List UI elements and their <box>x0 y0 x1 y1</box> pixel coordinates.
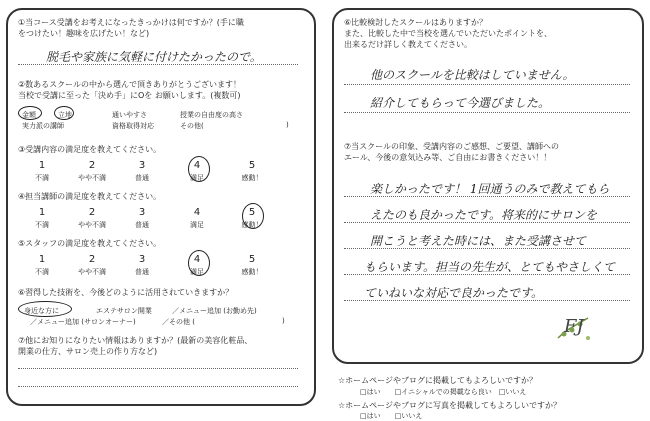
answer-line <box>344 300 630 301</box>
answer-line <box>344 112 630 113</box>
usage-option-other-close: ) <box>282 317 285 325</box>
scale-label: 満足 <box>190 174 204 182</box>
scale-num: 2 <box>88 207 96 218</box>
check-circle <box>18 301 72 317</box>
q6-handwritten-answer-2: 紹介してもらって今選びました。 <box>370 96 551 110</box>
q7-handwritten-line-3: 開こうと考えた時には、また受講させて <box>370 234 587 248</box>
logo-text: FJ <box>564 316 584 337</box>
option-access: 通いやすさ <box>112 111 147 119</box>
option-other-close: ) <box>286 121 289 129</box>
scale-label: 感動！ <box>241 221 263 229</box>
q6-right-line3: 出来るだけ詳しく教えてください。 <box>344 40 472 49</box>
q7-handwritten-line-5: ていねいな対応で良かったです。 <box>364 286 544 300</box>
scale-label: やや不満 <box>78 221 106 229</box>
scale-num: 5 <box>248 160 256 171</box>
answer-line <box>344 196 630 197</box>
answer-line <box>344 222 630 223</box>
check-circle <box>54 106 74 120</box>
scale-num: 1 <box>38 254 46 265</box>
answer-line <box>344 248 630 249</box>
q1-line1: ①当コース受講をお考えになったきっかけは何ですか？(手に職 <box>18 18 244 27</box>
selected-rating-circle <box>188 250 210 276</box>
option-other: その他( <box>180 122 204 130</box>
q6-handwritten-answer-1: 他のスクールを比較はしていません。 <box>370 68 575 82</box>
scale-label: 感動！ <box>241 268 263 276</box>
scale-label: 不満 <box>35 268 49 276</box>
scale-num: 4 <box>193 160 201 171</box>
scale-num: 5 <box>248 207 256 218</box>
answer-line <box>344 84 630 85</box>
scale-num: 3 <box>138 160 146 171</box>
q7-left-line2: 開業の仕方、サロン売上の作り方など) <box>18 347 158 356</box>
scale-label: 満足 <box>190 268 204 276</box>
publish-permission-options: □はい □イニシャルでの掲載なら良い □いいえ <box>360 388 527 396</box>
scale-label: 不満 <box>35 174 49 182</box>
scale-label: やや不満 <box>78 174 106 182</box>
option-flexibility: 授業の自由度の高さ <box>180 111 243 119</box>
q7-right-line1: ⑦当スクールの印象、受講内容のご感想、ご要望、講師への <box>344 142 560 151</box>
scale-label: 普通 <box>135 268 149 276</box>
q1-handwritten-answer: 脱毛や家族に気軽に付けたかったので。 <box>46 50 262 64</box>
q2-line1: ②数あるスクールの中から選んで頂きありがとうございます！ <box>18 80 242 89</box>
scale-num: 3 <box>138 254 146 265</box>
scale-num: 5 <box>248 254 256 265</box>
scale-num: 1 <box>38 160 46 171</box>
q7-handwritten-line-4: もらいます。担当の先生が、とてもやさしくて <box>364 260 616 274</box>
option-certification: 資格取得対応 <box>112 122 154 130</box>
option-price: 金額 <box>22 111 36 119</box>
check-circle <box>18 106 42 120</box>
selected-rating-circle <box>242 203 264 229</box>
q2-line2: 当校で受講に至った「決め手」にOを お願いします。(複数可) <box>18 91 241 100</box>
answer-line <box>344 274 630 275</box>
photo-permission-question: ☆ホームページやブログに写真を掲載してもよろしいですか？ <box>338 401 562 410</box>
option-instructor: 実力派の講師 <box>22 122 64 130</box>
scale-label: 不満 <box>35 221 49 229</box>
q6-right-line2: また、比較した中で当校を選んでいただいたポイントを、 <box>344 29 552 38</box>
school-logo <box>552 308 596 348</box>
q4-text: ④担当講師の満足度を教えてください。 <box>18 192 162 201</box>
photo-permission-options: □はい □いいえ <box>360 412 423 420</box>
q7-left-line1: ⑦他にお知りになりたい情報はありますか？(最新の美容化粧品、 <box>18 336 253 345</box>
usage-option-menu-employee: ／メニュー追加 (お勤め先) <box>172 307 257 315</box>
usage-option-other: ／その他 ( <box>162 318 195 326</box>
scale-label: やや不満 <box>78 268 106 276</box>
usage-option-self: 身近な方に <box>24 307 59 315</box>
scale-num: 1 <box>38 207 46 218</box>
answer-line <box>18 368 298 369</box>
q5-text: ⑤スタッフの満足度を教えてください。 <box>18 239 162 248</box>
q6-left-text: ⑥習得した技術を、今後どのように活用されていきますか？ <box>18 288 234 297</box>
q1-line2: をつけたい！趣味を広げたい！など) <box>18 29 150 38</box>
scale-num: 3 <box>138 207 146 218</box>
scale-num: 4 <box>193 207 201 218</box>
q3-text: ③受講内容の満足度を教えてください。 <box>18 145 162 154</box>
rating-scale-q5 <box>22 254 272 278</box>
answer-line <box>18 64 298 65</box>
q6-right-line1: ⑥比較検討したスクールはありますか？ <box>344 18 488 27</box>
scale-label: 普通 <box>135 221 149 229</box>
scale-num: 2 <box>88 254 96 265</box>
scale-num: 4 <box>193 254 201 265</box>
selected-rating-circle <box>188 156 210 182</box>
scale-num: 2 <box>88 160 96 171</box>
answer-line <box>18 386 298 387</box>
scale-label: 感動！ <box>241 174 263 182</box>
usage-option-salon-open: エステサロン開業 <box>96 307 152 315</box>
q7-handwritten-line-1: 楽しかったです！ 1回通うのみで教えてもら <box>370 182 610 196</box>
publish-permission-question: ☆ホームページやブログに掲載してもよろしいですか？ <box>338 376 538 385</box>
q7-handwritten-line-2: えたのも良かったです。将来的にサロンを <box>370 208 598 222</box>
scale-label: 普通 <box>135 174 149 182</box>
rating-scale-q3 <box>22 160 272 184</box>
usage-option-menu-owner: ／メニュー追加 (サロンオーナー) <box>30 318 136 326</box>
q7-right-line2: エール、今後の意気込み等、ご自由にお書きください！！ <box>344 153 552 162</box>
option-location: 立地 <box>58 111 72 119</box>
rating-scale-q4 <box>22 207 272 231</box>
scale-label: 満足 <box>190 221 204 229</box>
